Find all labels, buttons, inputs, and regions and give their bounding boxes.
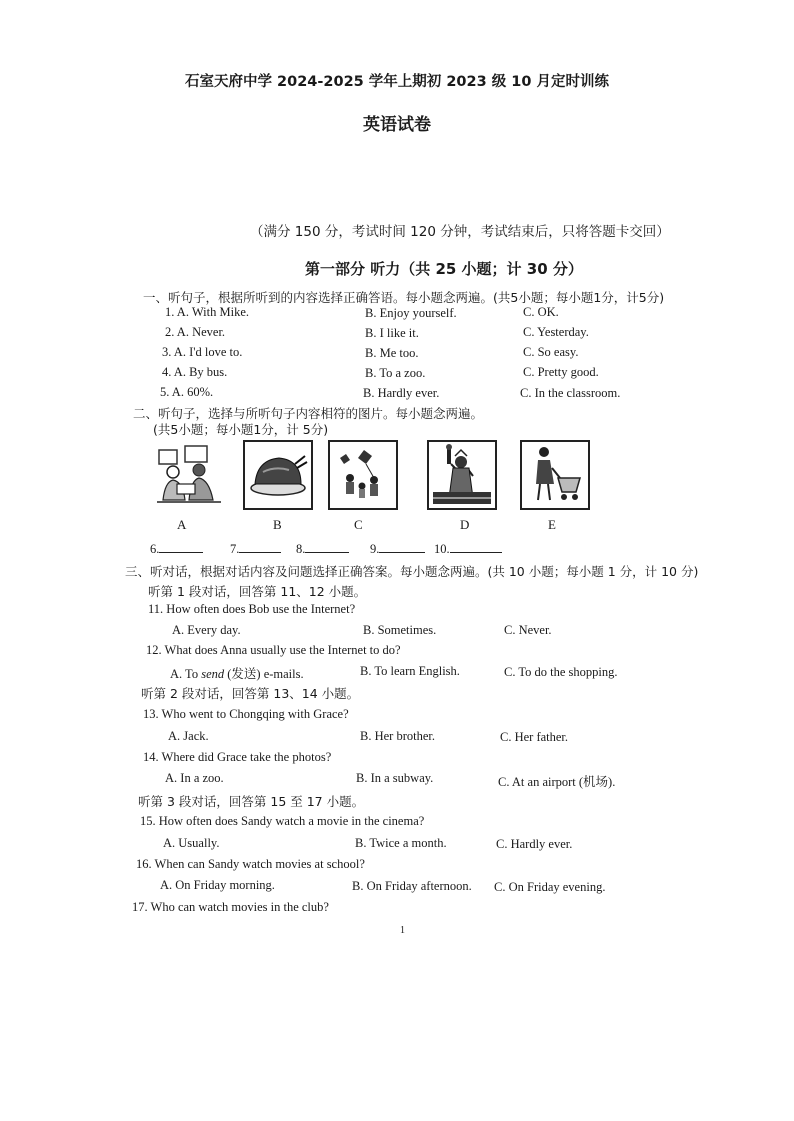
q4-option-c: C. Pretty good. [523,365,599,379]
q5-option-b: B. Hardly ever. [363,386,440,400]
statue-of-liberty-icon [429,442,495,508]
picture-label-e: E [548,517,556,532]
q11-option-b: B. Sometimes. [363,623,437,637]
dialog3-instruction: 听第 3 段对话，回答第 15 至 17 小题。 [138,794,365,809]
picture-label-c: C [354,517,363,532]
woman-shopping-cart-icon [522,442,588,508]
exam-title: 石室天府中学 2024-2025 学年上期初 2023 级 10 月定时训练 [184,74,610,90]
answer-blank-9[interactable]: 9. [370,540,425,557]
q3-option-b: B. Me too. [365,346,419,360]
q2-option-c: C. Yesterday. [523,325,589,339]
dialog2-instruction: 听第 2 段对话，回答第 13、14 小题。 [141,686,360,701]
q1-option-a: 1. A. With Mike. [165,305,249,319]
section1-heading: 一、听句子，根据所听到的内容选择正确答语。每小题念两遍。(共5小题；每小题1分，计5分) [143,290,665,305]
q15-option-c: C. Hardly ever. [496,837,573,851]
q11-option-a: A. Every day. [172,623,241,637]
q16-option-a: A. On Friday morning. [160,878,275,892]
answer-blank-6[interactable]: 6. [150,540,203,557]
people-reading-icon [155,440,225,506]
answer-blank-7[interactable]: 7. [230,540,281,557]
section2-subheading: (共5小题；每小题1分，计 5分) [153,422,329,437]
part-heading: 第一部分 听力（共 25 小题；计 30 分） [305,260,583,278]
picture-label-a: A [177,517,187,532]
q4-option-b: B. To a zoo. [365,366,426,380]
q4-option-a: 4. A. By bus. [162,365,228,379]
answer-blank-8[interactable]: 8. [296,540,349,557]
picture-label-b: B [273,517,282,532]
q14-option-b: B. In a subway. [356,771,434,785]
q2-option-a: 2. A. Never. [165,325,226,339]
exam-note: （满分 150 分，考试时间 120 分钟，考试结束后，只将答题卡交回） [250,224,670,240]
page-number: 1 [400,925,405,936]
q11-option-c: C. Never. [504,623,552,637]
q1-option-c: C. OK. [523,305,559,319]
q16-text: 16. When can Sandy watch movies at school? [136,857,365,871]
q5-option-c: C. In the classroom. [520,386,621,400]
q16-option-c: C. On Friday evening. [494,880,606,894]
subject-title: 英语试卷 [363,115,431,135]
picture-e [520,440,590,510]
q16-option-b: B. On Friday afternoon. [352,879,472,893]
q3-option-c: C. So easy. [523,345,579,359]
section3-heading: 三、听对话，根据对话内容及问题选择正确答案。每小题念两遍。(共 10 小题；每小题 1 分，计 10 分) [125,564,699,579]
picture-d [427,440,497,510]
q5-option-a: 5. A. 60%. [160,385,214,399]
q14-option-a: A. In a zoo. [165,771,224,785]
q12-text: 12. What does Anna usually use the Internet to do? [146,643,401,657]
q13-text: 13. Who went to Chongqing with Grace? [143,707,349,721]
q13-option-a: A. Jack. [168,729,209,743]
q3-option-a: 3. A. I'd love to. [162,345,243,359]
q12-option-a: A. To send (发送) e-mails. [170,667,304,681]
q2-option-b: B. I like it. [365,326,419,340]
answer-blank-10[interactable]: 10. [434,540,502,557]
q12-option-c: C. To do the shopping. [504,665,618,679]
picture-b [243,440,313,510]
section2-heading: 二、听句子，选择与所听句子内容相符的图片。每小题念两遍。 [133,406,484,421]
picture-label-d: D [460,517,470,532]
q13-option-b: B. Her brother. [360,729,435,743]
dialog1-instruction: 听第 1 段对话，回答第 11、12 小题。 [148,584,367,599]
children-kites-icon [330,442,396,508]
picture-a [155,440,225,506]
q15-option-a: A. Usually. [163,836,220,850]
q17-text: 17. Who can watch movies in the club? [132,900,329,914]
q1-option-b: B. Enjoy yourself. [365,306,457,320]
q12-option-b: B. To learn English. [360,664,460,678]
roast-turkey-icon [245,442,311,508]
q14-text: 14. Where did Grace take the photos? [143,750,332,764]
q13-option-c: C. Her father. [500,730,569,744]
q15-option-b: B. Twice a month. [355,836,447,850]
q11-text: 11. How often does Bob use the Internet? [148,602,356,616]
picture-c [328,440,398,510]
q15-text: 15. How often does Sandy watch a movie in the cinema? [140,814,425,828]
q14-option-c: C. At an airport (机场). [498,775,616,789]
